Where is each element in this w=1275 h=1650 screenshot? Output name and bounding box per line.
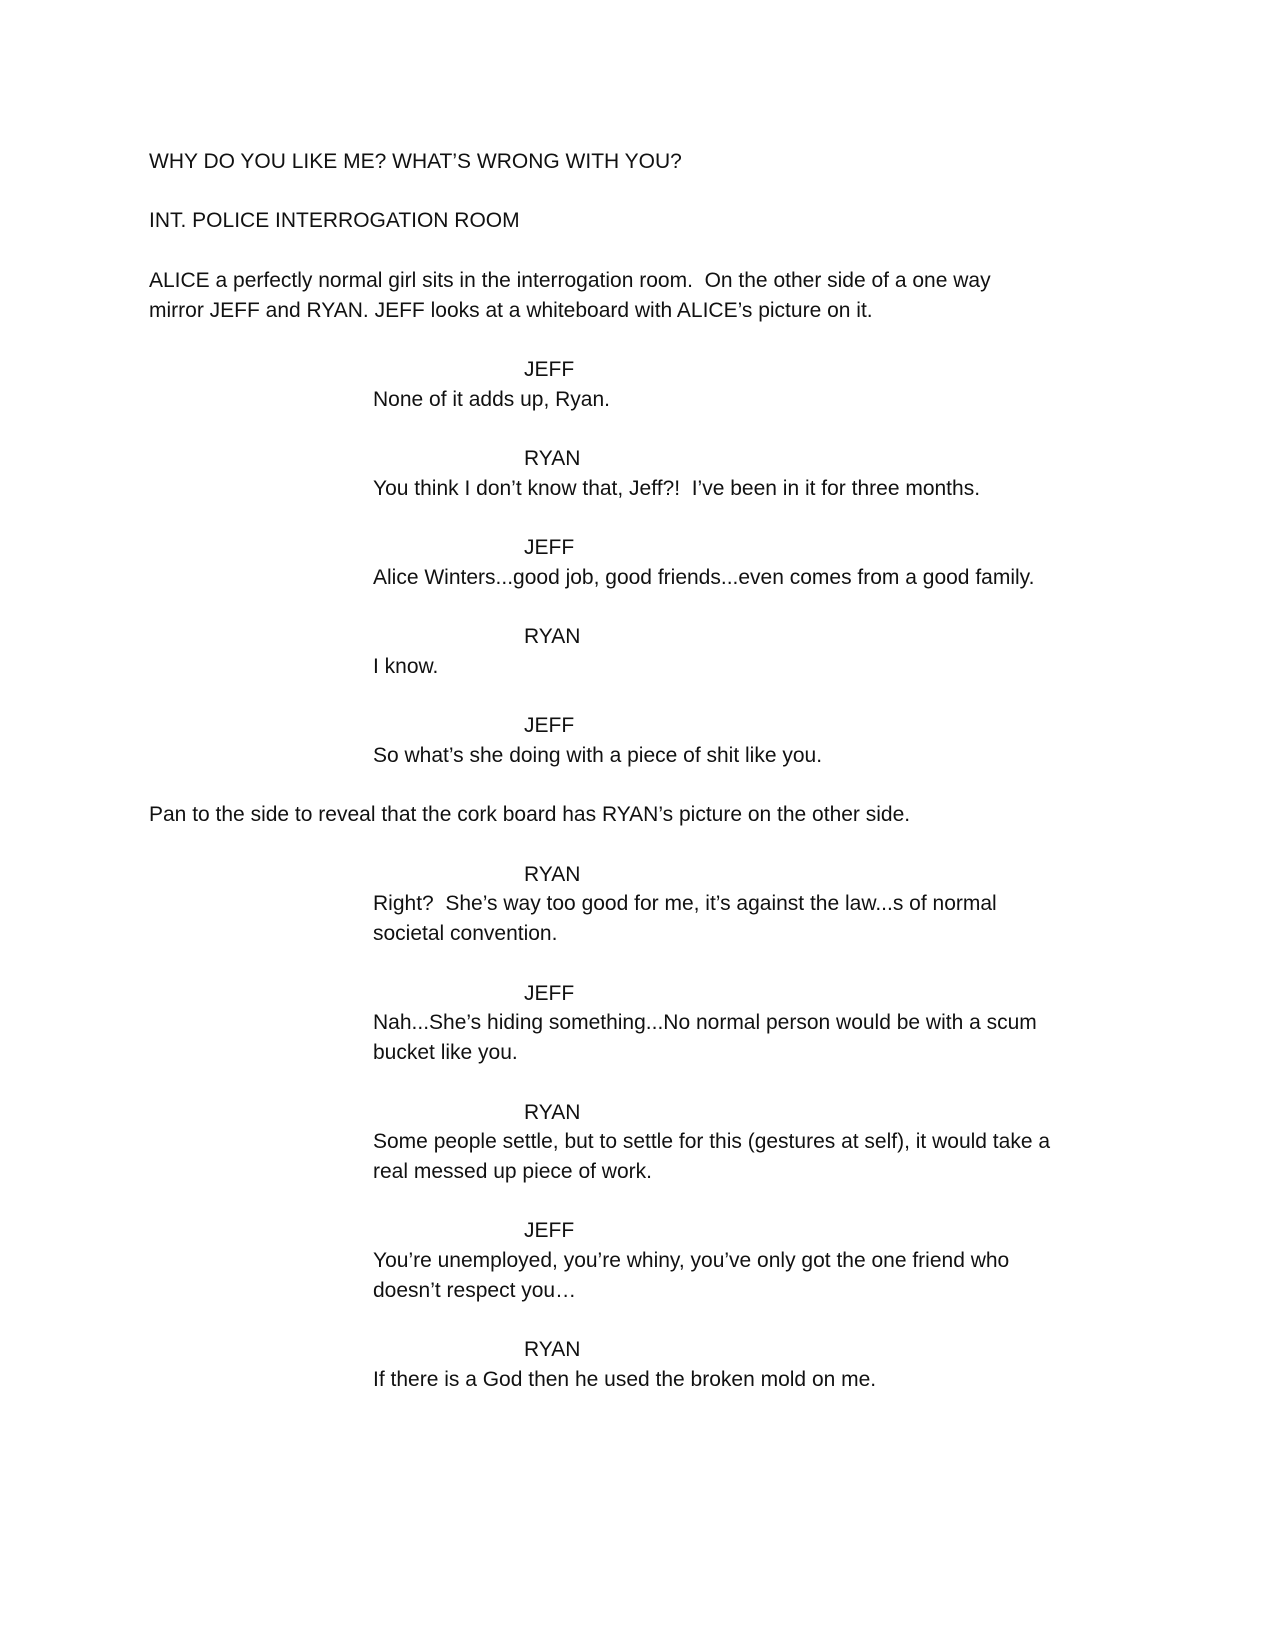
character-name: JEFF — [524, 536, 575, 559]
scene-heading: INT. POLICE INTERROGATION ROOM — [149, 209, 520, 232]
character-name: RYAN — [524, 863, 581, 886]
dialogue-line: societal convention. — [373, 922, 558, 945]
dialogue-line: I know. — [373, 655, 439, 678]
dialogue-line: You’re unemployed, you’re whiny, you’ve only got the one friend who — [373, 1249, 1010, 1272]
character-name: JEFF — [524, 358, 575, 381]
action-line: ALICE a perfectly normal girl sits in the interrogation room. On the other side of a one way — [149, 269, 991, 292]
character-name: RYAN — [524, 1338, 581, 1361]
character-name: JEFF — [524, 1219, 575, 1242]
dialogue-line: None of it adds up, Ryan. — [373, 388, 610, 411]
dialogue-line: If there is a God then he used the broken mold on me. — [373, 1368, 877, 1391]
dialogue-line: Nah...She’s hiding something...No normal person would be with a scum — [373, 1011, 1037, 1034]
character-name: JEFF — [524, 982, 575, 1005]
character-name: RYAN — [524, 447, 581, 470]
dialogue-line: You think I don’t know that, Jeff?! I’ve been in it for three months. — [373, 477, 981, 500]
action-line: Pan to the side to reveal that the cork board has RYAN’s picture on the other side. — [149, 803, 911, 826]
character-name: RYAN — [524, 625, 581, 648]
dialogue-line: bucket like you. — [373, 1041, 518, 1064]
script-title: WHY DO YOU LIKE ME? WHAT’S WRONG WITH YOU? — [149, 150, 682, 173]
dialogue-line: real messed up piece of work. — [373, 1160, 652, 1183]
character-name: JEFF — [524, 714, 575, 737]
dialogue-line: So what’s she doing with a piece of shit like you. — [373, 744, 823, 767]
action-line: mirror JEFF and RYAN. JEFF looks at a whiteboard with ALICE’s picture on it. — [149, 299, 873, 322]
dialogue-line: doesn’t respect you… — [373, 1279, 577, 1302]
dialogue-line: Alice Winters...good job, good friends...even comes from a good family. — [373, 566, 1035, 589]
character-name: RYAN — [524, 1101, 581, 1124]
dialogue-line: Right? She’s way too good for me, it’s against the law...s of normal — [373, 892, 997, 915]
dialogue-line: Some people settle, but to settle for this (gestures at self), it would take a — [373, 1130, 1051, 1153]
